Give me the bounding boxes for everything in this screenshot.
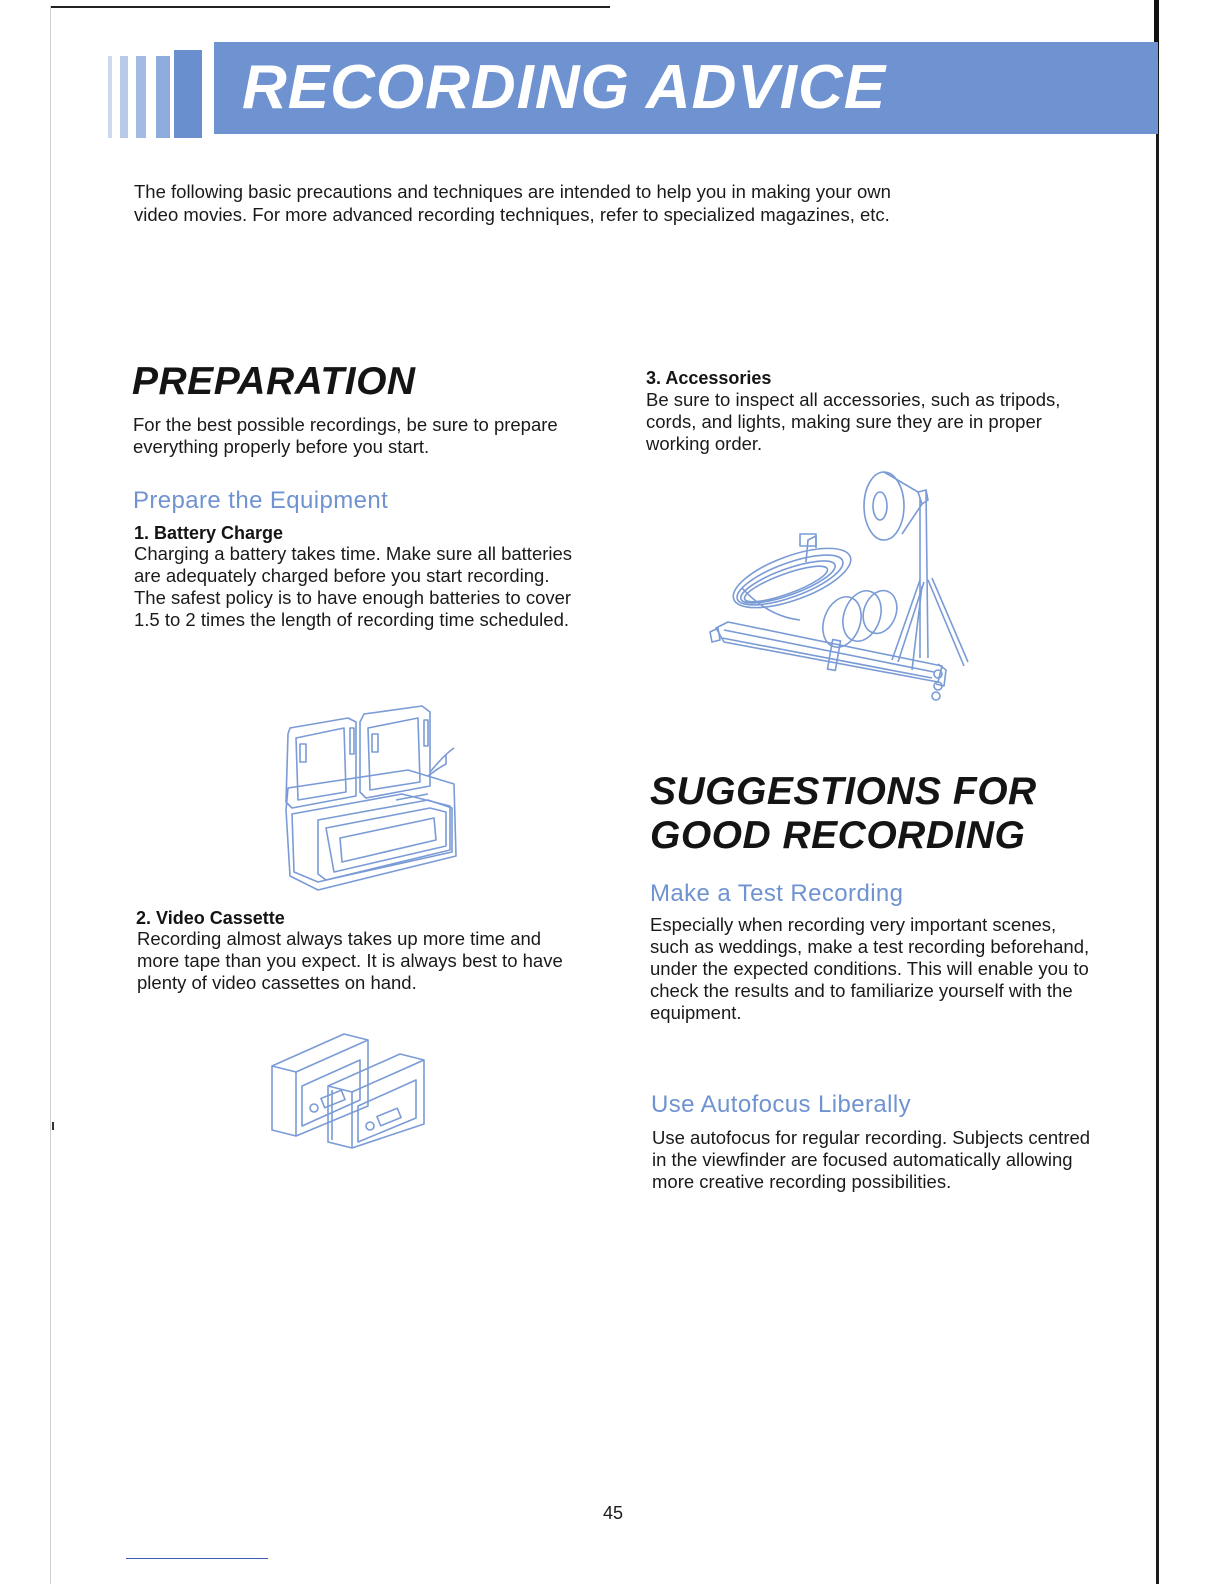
intro-paragraph: The following basic precautions and techniques are intended to help you in making your own video movies. For more advanced recording techniques, refer to specialized magazines, etc. (134, 181, 891, 225)
test-recording-heading: Make a Test Recording (650, 880, 904, 907)
banner-stripe (174, 50, 202, 138)
test-recording-text: Especially when recording very important scenes, such as weddings, make a test recording beforehand, under the expected conditions. This will enable you to check the results and to familiarize yourself with the equipment. (650, 914, 1090, 1023)
page-title: RECORDING ADVICE (242, 53, 887, 122)
preparation-intro: For the best possible recordings, be sure to prepare everything properly before you start. (133, 414, 558, 457)
autofocus-heading: Use Autofocus Liberally (651, 1091, 912, 1118)
suggestions-heading-line1: SUGGESTIONS FOR (650, 770, 1037, 813)
video-cassette-text: Recording almost always takes up more time and more tape than you expect. It is always best to have plenty of video cassettes on hand. (137, 928, 563, 993)
accessories-illustration (702, 470, 972, 705)
preparation-heading: PREPARATION (132, 360, 416, 403)
banner-stripe (156, 56, 170, 138)
suggestions-heading (650, 770, 1070, 858)
video-cassettes-illustration (268, 1028, 428, 1150)
scan-mark (52, 1122, 54, 1130)
page-left-edge (50, 6, 51, 1584)
page-right-edge (1156, 0, 1159, 1584)
banner-stripe (136, 56, 146, 138)
accessories-text: Be sure to inspect all accessories, such as tripods, cords, and lights, making sure they are in proper working order. (646, 389, 1061, 454)
page-number: 45 (602, 1503, 624, 1523)
video-cassette-title: 2. Video Cassette (136, 908, 285, 928)
banner-stripe (120, 56, 128, 138)
accessories-title: 3. Accessories (646, 368, 772, 388)
banner-stripe (108, 56, 112, 138)
title-banner (108, 42, 1158, 138)
battery-charger-illustration (278, 700, 468, 895)
prepare-equipment-heading: Prepare the Equipment (133, 487, 389, 514)
battery-charge-title: 1. Battery Charge (134, 523, 284, 543)
autofocus-text: Use autofocus for regular recording. Subjects centred in the viewfinder are focused automatically allowing more creative recording possibilities. (652, 1127, 1091, 1192)
suggestions-heading-line2: GOOD RECORDING (650, 814, 1026, 857)
bottom-rule (126, 1558, 268, 1559)
page-top-edge (50, 6, 610, 8)
battery-charge-text: Charging a battery takes time. Make sure all batteries are adequately charged before you start recording. The safest policy is to have enough batteries to cover 1.5 to 2 times the length of recording time scheduled. (134, 543, 573, 630)
